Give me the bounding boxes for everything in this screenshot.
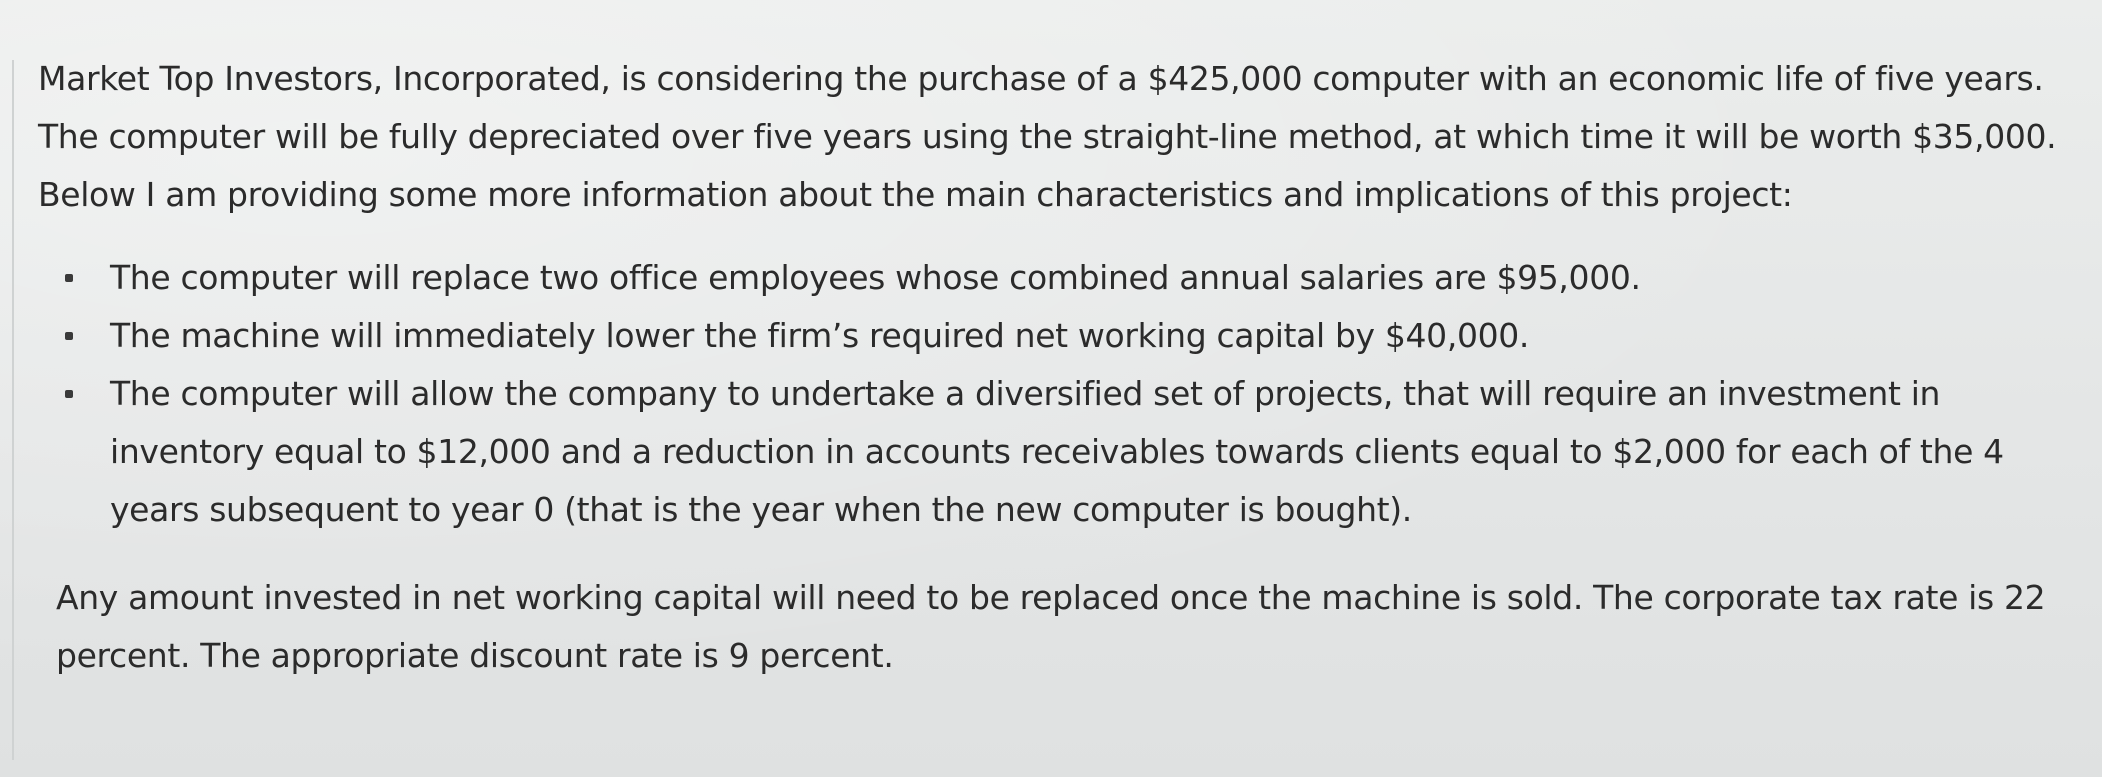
- bullet-text: The machine will immediately lower the firm’s required net working capital by $40,000.: [110, 316, 1530, 355]
- bullet-icon: [65, 274, 73, 282]
- list-item: [38, 249, 2078, 307]
- bullet-icon: [65, 390, 73, 398]
- bullet-text: The computer will replace two office employees whose combined annual salaries are $95,000.: [110, 258, 1641, 297]
- list-item: [38, 365, 2078, 539]
- left-divider: [12, 60, 14, 760]
- bullet-text: The computer will allow the company to undertake a diversified set of projects, that will require an investment in inventory equal to $12,000 and a reduction in accounts receivables towards clients equal to $2,000 for each of the 4 years subsequent to year 0 (that is the year when the new computer is bought).: [110, 374, 2004, 529]
- intro-paragraph: Market Top Investors, Incorporated, is considering the purchase of a $425,000 computer with an economic life of five years. The computer will be fully depreciated over five years using the straight-line method, at which time it will be worth $35,000. Below I am providing some more information about the main characteristics and implications of this project:: [38, 59, 2057, 214]
- list-item: [38, 307, 2078, 365]
- bullet-list: [38, 249, 2078, 539]
- closing-paragraph: Any amount invested in net working capital will need to be replaced once the machine is sold. The corporate tax rate is 22 percent. The appropriate discount rate is 9 percent.: [56, 578, 2046, 675]
- bullet-icon: [65, 332, 73, 340]
- problem-text: [38, 50, 2078, 685]
